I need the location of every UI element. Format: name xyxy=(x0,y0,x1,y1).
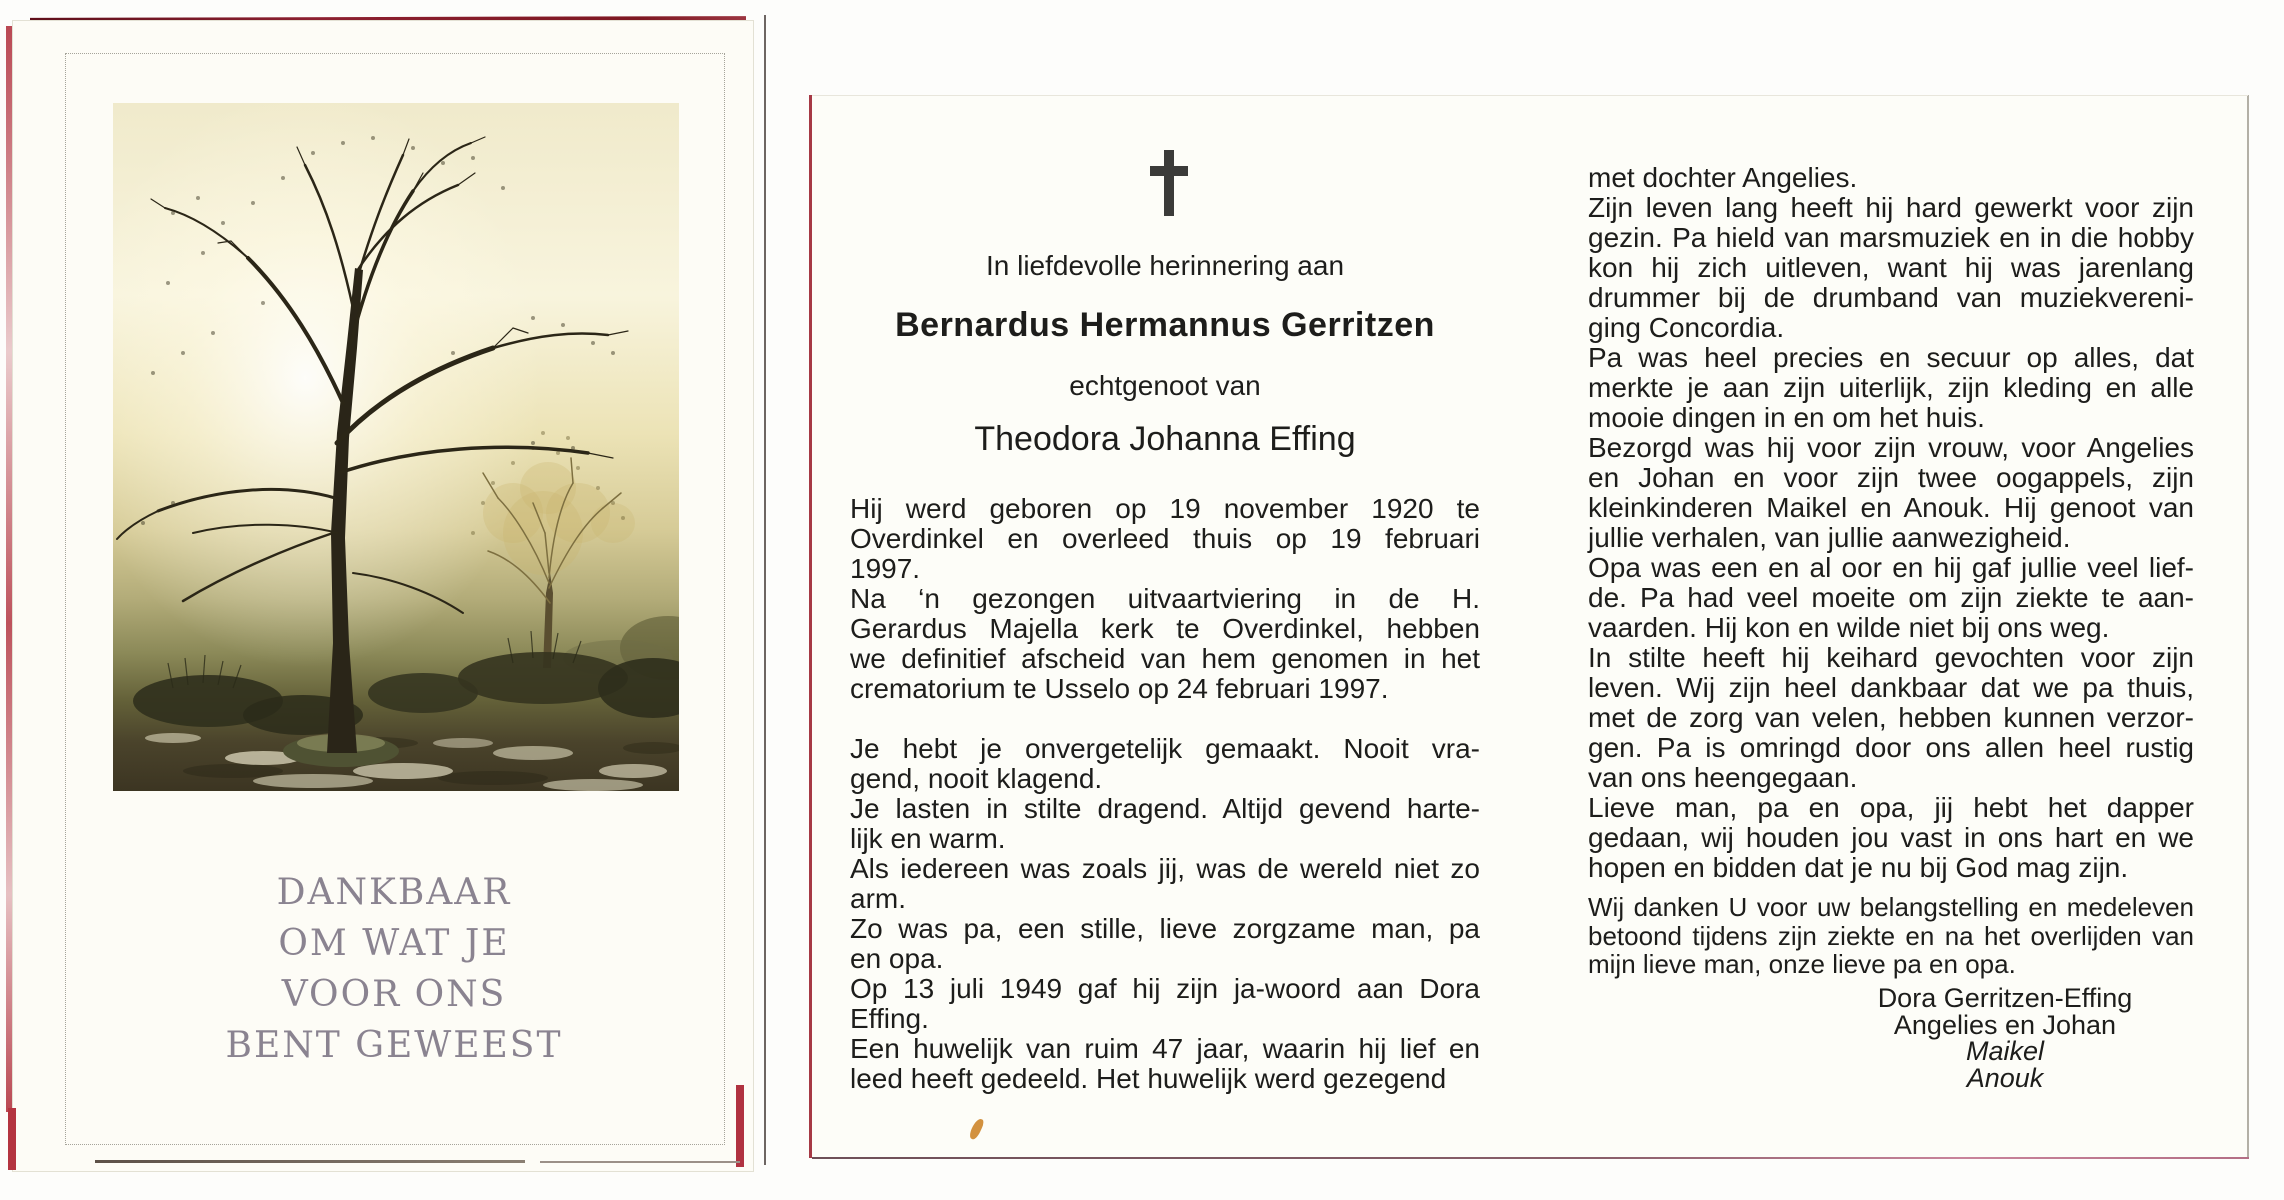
text-line: met dochter Angelies. xyxy=(1588,162,1858,193)
inside-spine-red-edge xyxy=(809,95,812,1158)
spouse-name: Theodora Johanna Effing xyxy=(974,420,1356,458)
paragraph xyxy=(1588,163,2194,193)
text-line: vaarden. Hij kon en wilde niet bij ons weg. xyxy=(1588,612,2110,643)
text-line: Effing. xyxy=(850,1003,929,1034)
inside-right-edge xyxy=(2247,95,2249,1157)
text-line: Anouk xyxy=(1966,1062,2044,1093)
paragraph xyxy=(850,854,1480,914)
text-line: ging Concordia. xyxy=(1588,312,1785,343)
text-line: Angelies en Johan xyxy=(1893,1009,2117,1040)
text-line: Hij werd geboren op 19 november 1920 te xyxy=(850,493,1480,524)
cross-icon xyxy=(1147,150,1191,216)
text-line: lijk en warm. xyxy=(850,823,1006,854)
paragraph xyxy=(850,734,1480,794)
paragraph xyxy=(1588,643,2194,793)
text-line: Na ‘n gezongen uitvaartviering in de H. xyxy=(850,583,1480,614)
memorial-photo xyxy=(113,103,679,791)
text-line: gedaan, wij houden jou vast in ons hart en we xyxy=(1588,822,2194,853)
front-card xyxy=(12,20,754,1172)
paragraph xyxy=(850,794,1480,854)
text-line: Maikel xyxy=(1965,1036,2045,1066)
relation-label: echtgenoot van xyxy=(1069,370,1261,401)
paragraph xyxy=(1588,193,2194,343)
text-line: gen. Pa is omringd door ons allen heel rustig xyxy=(1588,732,2194,763)
text-line: Een huwelijk van ruim 47 jaar, waarin hij lief en xyxy=(850,1033,1480,1064)
memorial-text-continuation xyxy=(1588,163,2194,883)
paragraph xyxy=(1588,553,2194,643)
text-line: Lieve man, pa en opa, jij hebt het dapper xyxy=(1588,792,2194,823)
card-edge-maroon-bottom-right xyxy=(736,1085,744,1167)
text-line: leed heeft gedeeld. Het huwelijk werd gezegend xyxy=(850,1063,1447,1094)
text-line: hopen en bidden dat je nu bij God mag zijn. xyxy=(1588,852,2129,883)
paragraph xyxy=(1588,793,2194,883)
text-line: van ons heengegaan. xyxy=(1588,762,1858,793)
paragraph xyxy=(850,584,1480,704)
deceased-name: Bernardus Hermannus Gerritzen xyxy=(895,306,1435,344)
text-line: en Johan en voor zijn twee oogappels, zijn xyxy=(1588,462,2194,493)
text-line: In stilte heeft hij keihard gevochten voor zijn xyxy=(1588,642,2194,673)
acknowledgement-text xyxy=(1588,893,2194,979)
text-line: mooie dingen in en om het huis. xyxy=(1588,402,1985,433)
text-line: DANKBAAR xyxy=(276,872,512,913)
text-line: merkte je aan zijn uiterlijk, zijn kleding en alle xyxy=(1588,372,2194,403)
intro-line: In liefdevolle herinnering aan xyxy=(985,250,1345,281)
text-line: VOOR ONS xyxy=(281,974,507,1015)
text-line: crematorium te Usselo op 24 februari 1997. xyxy=(850,673,1389,704)
text-line: jullie verhalen, van jullie aanwezigheid. xyxy=(1588,522,2071,553)
text-line: en opa. xyxy=(850,943,944,974)
text-line: we definitief afscheid van hem genomen in het xyxy=(850,643,1480,674)
text-line: Je lasten in stilte dragend. Altijd gevend harte- xyxy=(850,793,1480,824)
front-caption xyxy=(65,867,723,1071)
paragraph xyxy=(1588,433,2194,553)
tribute-text xyxy=(850,734,1480,1094)
text-line: arm. xyxy=(850,883,906,914)
card-fold-shadow xyxy=(764,15,766,1165)
text-line: BENT GEWEEST xyxy=(225,1025,563,1066)
text-line: Bezorgd was hij voor zijn vrouw, voor Angelies xyxy=(1588,432,2194,463)
text-line: Als iedereen was zoals jij, was de wereld niet zo xyxy=(850,853,1480,884)
text-line: kon hij zich uitleven, want hij was jarenlang xyxy=(1588,252,2194,283)
text-line: de. Pa had veel moeite om zijn ziekte te aan- xyxy=(1588,582,2194,613)
card-bottom-shadow xyxy=(95,1160,525,1163)
text-line: Opa was een en al oor en hij gaf jullie veel lief- xyxy=(1588,552,2194,583)
paragraph xyxy=(1588,343,2194,433)
text-line: Pa was heel precies en secuur op alles, dat xyxy=(1588,342,2194,373)
text-line: met de zorg van velen, hebben kunnen verzor- xyxy=(1588,702,2194,733)
paragraph xyxy=(850,914,1480,974)
text-line: mijn lieve man, onze lieve pa en opa. xyxy=(1588,949,2016,979)
text-line: leven. Wij zijn heel dankbaar dat we pa thuis, xyxy=(1588,672,2194,703)
card-bottom-shadow-2 xyxy=(540,1161,740,1163)
text-line: Zo was pa, een stille, lieve zorgzame man, pa xyxy=(850,913,1480,944)
inside-top-edge xyxy=(812,95,2248,96)
paragraph xyxy=(850,1034,1480,1094)
text-line: Op 13 juli 1949 gaf hij zijn ja-woord aan Dora xyxy=(850,973,1480,1004)
text-line: Dora Gerritzen-Effing xyxy=(1877,983,2133,1013)
inside-bottom-edge xyxy=(812,1157,2249,1159)
text-line: drummer bij de drumband van muziekvereni- xyxy=(1588,282,2194,313)
paragraph xyxy=(850,974,1480,1034)
text-line: gend, nooit klagend. xyxy=(850,763,1103,794)
text-line: Zijn leven lang heeft hij hard gewerkt voor zijn xyxy=(1588,192,2194,223)
text-line: 1997. xyxy=(850,553,921,584)
text-line: Je hebt je onvergetelijk gemaakt. Nooit vra- xyxy=(850,733,1480,764)
signature-block xyxy=(1790,985,2220,1091)
text-line: Wij danken U voor uw belangstelling en medeleven xyxy=(1588,892,2194,922)
card-edge-maroon-bottom-left xyxy=(8,1108,16,1170)
paragraph xyxy=(1588,893,2194,979)
paragraph xyxy=(850,494,1480,584)
text-line: gezin. Pa hield van marsmuziek en in die hobby xyxy=(1588,222,2194,253)
text-line: Gerardus Majella kerk te Overdinkel, hebben xyxy=(850,613,1480,644)
text-line: Overdinkel en overleed thuis op 19 februari xyxy=(850,523,1480,554)
text-line: kleinkinderen Maikel en Anouk. Hij genoot van xyxy=(1588,492,2194,523)
text-line: OM WAT JE xyxy=(278,923,510,964)
life-dates-text xyxy=(850,494,1480,704)
text-line: betoond tijdens zijn ziekte en na het overlijden van xyxy=(1588,920,2194,951)
